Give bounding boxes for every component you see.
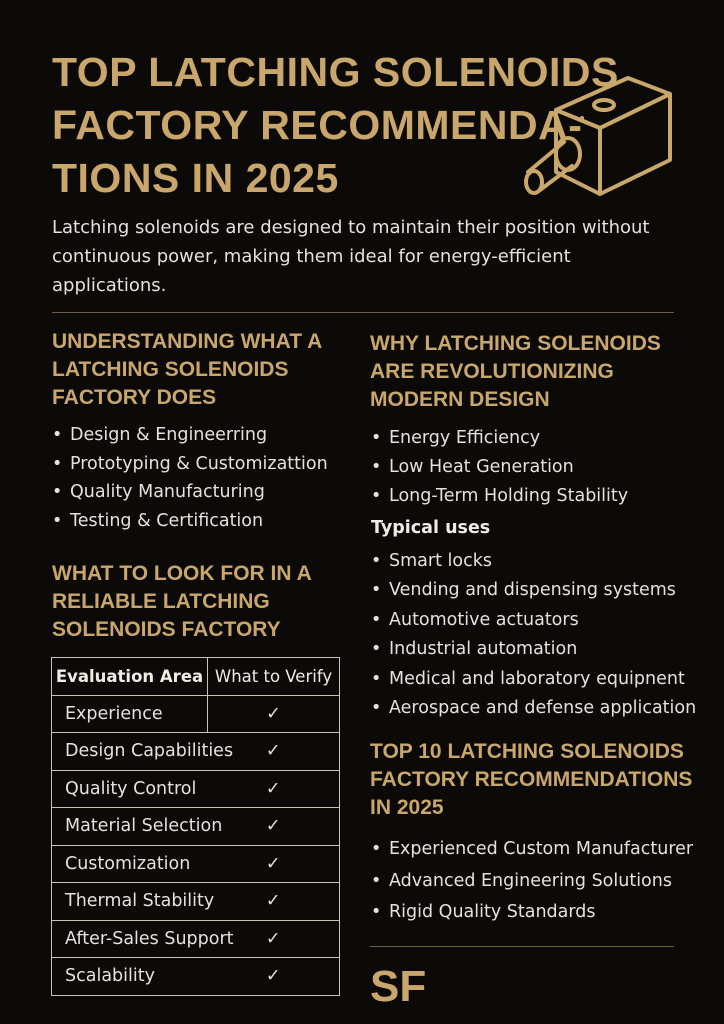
check-icon: ✓ (208, 808, 340, 846)
look-for-heading (52, 560, 312, 644)
list-item: • Prototyping & Customizattion (52, 450, 328, 479)
table-row (52, 695, 340, 733)
understanding-list (52, 421, 328, 535)
divider (370, 946, 674, 947)
check-icon: ✓ (208, 958, 340, 996)
header-what-to-verify: What to Verify (208, 658, 340, 696)
why-heading (370, 330, 661, 414)
check-icon: ✓ (208, 883, 340, 921)
top10-heading (370, 738, 692, 822)
list-item: • Automotive actuators (371, 606, 696, 635)
list-item: • Testing & Certification (52, 507, 328, 536)
understanding-heading (52, 328, 322, 412)
table-row (52, 770, 340, 808)
check-icon: ✓ (208, 695, 340, 733)
intro-text: Latching solenoids are designed to maintain their position without continuous power, making them ideal for energy-efficient applications. (52, 217, 650, 296)
row-area: Thermal Stability (52, 883, 208, 921)
list-item: • Design & Engineerring (52, 421, 328, 450)
table-row (52, 733, 340, 771)
heading-line: MODERN DESIGN (370, 388, 550, 411)
list-item: • Rigid Quality Standards (371, 897, 693, 929)
table-row (52, 958, 340, 996)
list-item: • Long-Term Holding Stability (371, 482, 628, 511)
list-item: • Aerospace and defense application (371, 694, 696, 723)
heading-line: ARE REVOLUTIONIZING (370, 360, 614, 383)
table-header-row (52, 658, 340, 696)
header-evaluation-area: Evaluation Area (52, 658, 208, 696)
title-line: TIONS IN 2025 (52, 155, 339, 201)
table-row (52, 883, 340, 921)
table-row (52, 920, 340, 958)
heading-line: WHY LATCHING SOLENOIDS (370, 332, 661, 355)
check-icon: ✓ (208, 920, 340, 958)
check-icon: ✓ (208, 733, 340, 771)
heading-line: IN 2025 (370, 796, 444, 819)
row-area: After-Sales Support (52, 920, 208, 958)
list-item: • Smart locks (371, 547, 696, 576)
row-area: Quality Control (52, 770, 208, 808)
check-icon: ✓ (208, 845, 340, 883)
heading-line: LATCHING SOLENOIDS (52, 358, 289, 381)
title-line: TOP LATCHING SOLENOIDS (52, 49, 619, 95)
table-row (52, 845, 340, 883)
why-list (371, 424, 628, 511)
row-area: Customization (52, 845, 208, 883)
list-item: • Vending and dispensing systems (371, 576, 696, 605)
page-title (52, 46, 619, 205)
evaluation-table (51, 657, 340, 996)
logo: SF (370, 962, 427, 1011)
heading-line: FACTORY DOES (52, 386, 217, 409)
heading-line: UNDERSTANDING WHAT A (52, 330, 323, 353)
list-item: • Medical and laboratory equipnent (371, 665, 696, 694)
list-item: • Experienced Custom Manufacturer (371, 834, 693, 866)
heading-line: SOLENOIDS FACTORY (52, 618, 281, 641)
list-item: • Quality Manufacturing (52, 478, 328, 507)
typical-uses-list (371, 547, 696, 723)
divider (52, 312, 674, 313)
list-item: • Energy Efficiency (371, 424, 628, 453)
row-area: Material Selection (52, 808, 208, 846)
list-item: • Advanced Engineering Solutions (371, 866, 693, 898)
check-icon: ✓ (208, 770, 340, 808)
heading-line: FACTORY RECOMMENDATIONS (370, 768, 693, 791)
typical-uses-label: Typical uses (371, 518, 491, 538)
title-line: FACTORY RECOMMENDA- (52, 102, 583, 148)
row-area: Experience (52, 695, 208, 733)
heading-line: RELIABLE LATCHING (52, 590, 270, 613)
list-item: • Low Heat Generation (371, 453, 628, 482)
solenoid-icon (520, 72, 676, 208)
top10-list (371, 834, 693, 929)
heading-line: TOP 10 LATCHING SOLENOIDS (370, 740, 684, 763)
row-area: Design Capabilities (52, 733, 208, 771)
table-row (52, 808, 340, 846)
heading-line: WHAT TO LOOK FOR IN A (52, 562, 312, 585)
list-item: • Industrial automation (371, 635, 696, 664)
row-area: Scalability (52, 958, 208, 996)
